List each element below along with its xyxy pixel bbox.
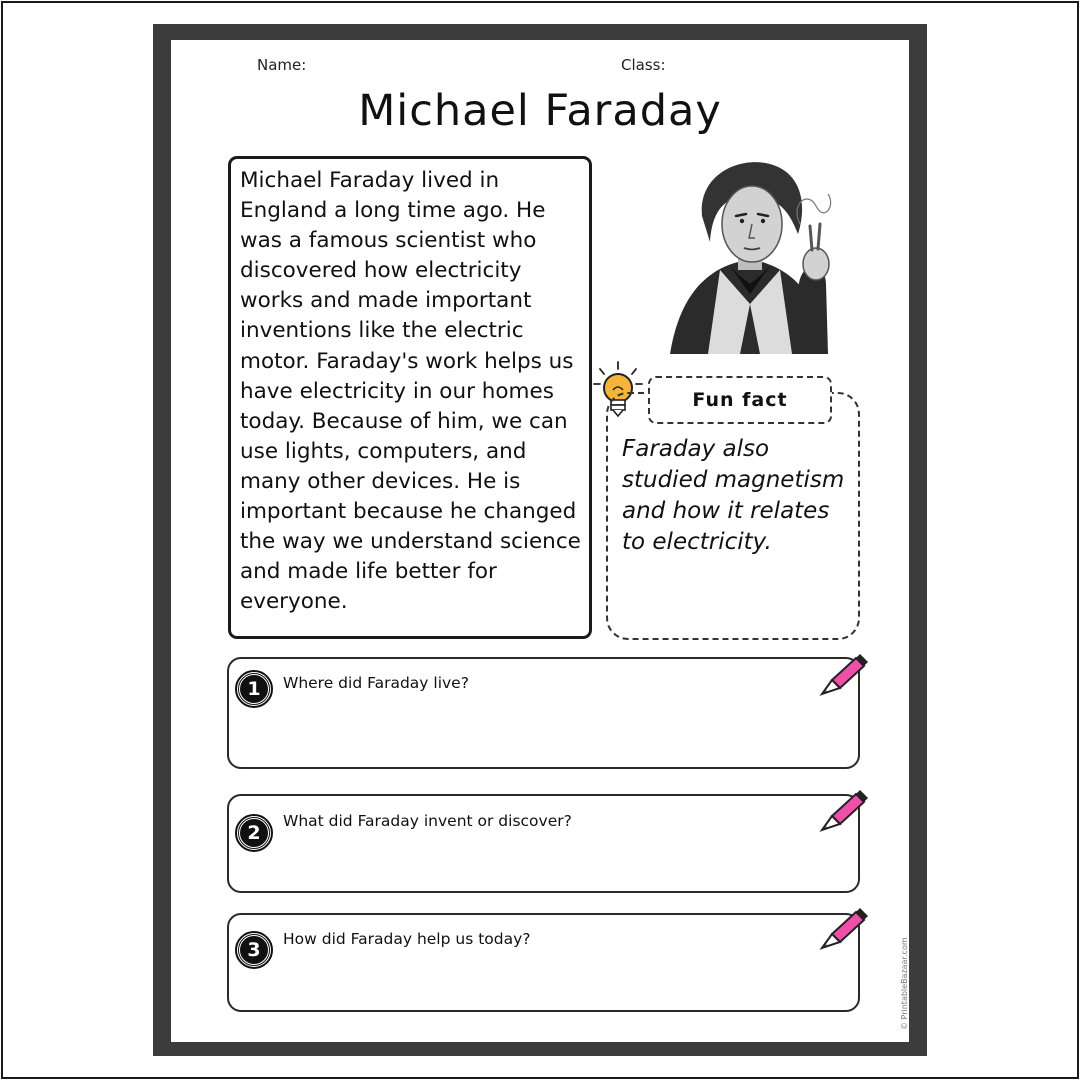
question-number-badge: 2 xyxy=(237,816,271,850)
question-number-badge: 1 xyxy=(237,672,271,706)
fun-fact-label-box xyxy=(648,376,832,424)
pencil-icon xyxy=(818,786,870,832)
faraday-portrait-illustration xyxy=(650,154,850,354)
question-text-1: Where did Faraday live? xyxy=(283,674,469,692)
question-number-badge: 3 xyxy=(237,933,271,967)
fun-fact-label: Fun fact xyxy=(692,389,788,411)
question-text-3: How did Faraday help us today? xyxy=(283,930,531,948)
pencil-icon xyxy=(818,904,870,950)
fun-fact-text: Faraday also studied magnetism and how it relates to electricity. xyxy=(622,436,845,555)
page-title: Michael Faraday xyxy=(358,86,722,136)
answer-box-2[interactable] xyxy=(227,794,860,893)
answer-box-3[interactable] xyxy=(227,913,860,1012)
question-text-2: What did Faraday invent or discover? xyxy=(283,812,572,830)
pencil-icon xyxy=(818,650,870,696)
name-label: Name: xyxy=(257,56,307,74)
reading-passage-text: Michael Faraday lived in England a long time ago. He was a famous scientist who discovered how electricity works and made important inventions like the electric motor. Faraday's work helps us have electricity in our homes today. Because of him, we can use lights, computers, and many other devices. He is important because he changed the way we understand science and made life better for everyone. xyxy=(240,168,581,615)
class-label: Class: xyxy=(621,56,666,74)
copyright-notice: © PrintableBazaar.com xyxy=(900,937,909,1030)
